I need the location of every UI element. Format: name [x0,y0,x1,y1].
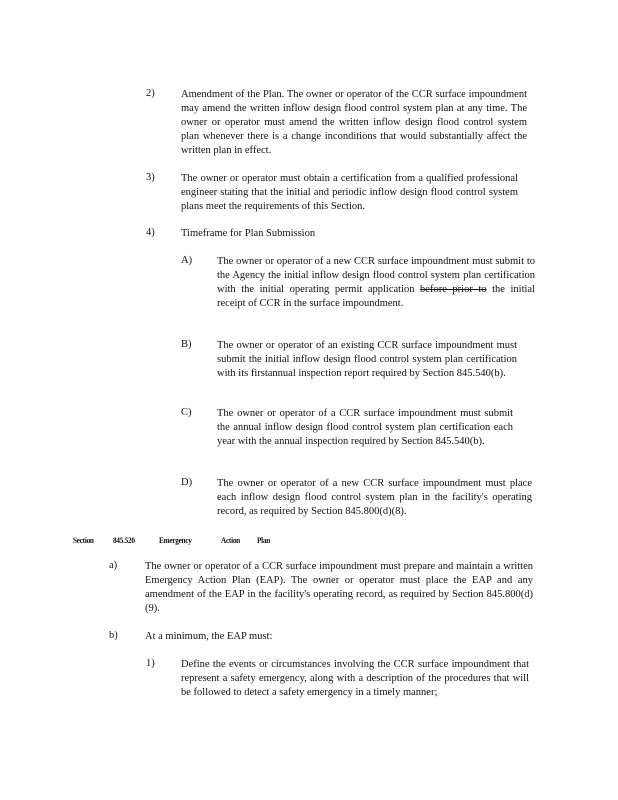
paragraph-timeframe-operating-record: The owner or operator of a new CCR surface impoundment must place each inflow design flood control system plan in the facility's operating record, as required by Section 845.800(d)(8). [217,478,532,517]
section-label: Section [73,535,94,545]
item-number-2: 2) [146,88,155,99]
section-item-a: a) [109,560,118,571]
item-letter-a: A) [181,255,193,266]
paragraph-amendment-of-plan: Amendment of the Plan. The owner or operator of the CCR surface impoundment may amend the written inflow design flood control system plan at any time. The owner or operator must amend the written inflow design flood control system plan whenever there is a change inconditions that would substantially affect the written plan in effect. [181,89,527,156]
section-title-emergency: Emergency [159,535,192,545]
item-letter-d: D) [181,477,193,488]
section-title-plan: Plan [257,535,271,545]
paragraph-certification: The owner or operator must obtain a certification from a qualified professional engineer stating that the initial and periodic inflow design flood control system plans meet the requirements of this Section. [181,173,518,212]
paragraph-timeframe-existing-impoundment: The owner or operator of an existing CCR surface impoundment must submit the initial inflow design flood control system plan certification with its firstannual inspection report required by Section 845.540(b). [217,340,517,379]
paragraph-a-text-after: the initial receipt of CCR in the surface impoundment. [217,284,535,309]
paragraph-timeframe-annual-certification: The owner or operator of a CCR surface impoundment must submit the annual inflow design flood control system plan certification each year with the annual inspection required by Section 845.540(b). [217,408,513,447]
section-item-b: b) [109,630,118,641]
section-number: 845.520 [113,535,135,545]
paragraph-a-text-before: The owner or operator of a new CCR surface impoundment must submit to the Agency the initial inflow design flood control system plan certification with the initial operating permit application [217,256,535,295]
paragraph-eap-minimum: At a minimum, the EAP must: [145,631,273,642]
item-letter-c: C) [181,407,192,418]
struck-text-before-prior-to: before prior to [420,284,487,295]
section-item-b-1: 1) [146,658,155,669]
paragraph-timeframe-new-impoundment [217,255,535,311]
item-number-4: 4) [146,227,155,238]
paragraph-prepare-eap: The owner or operator of a CCR surface impoundment must prepare and maintain a written Emergency Action Plan (EAP). The owner or operator must place the EAP and any amendment of the EAP in the facility's operating record, as required by Section 845.800(d)(9). [145,561,533,614]
heading-timeframe-for-plan-submission: Timeframe for Plan Submission [181,228,316,239]
item-number-3: 3) [146,172,155,183]
section-title-action: Action [221,535,240,545]
paragraph-define-events: Define the events or circumstances involving the CCR surface impoundment that represent a safety emergency, along with a description of the procedures that will be followed to detect a safety emergency in a timely manner; [181,659,529,698]
item-letter-b: B) [181,339,192,350]
